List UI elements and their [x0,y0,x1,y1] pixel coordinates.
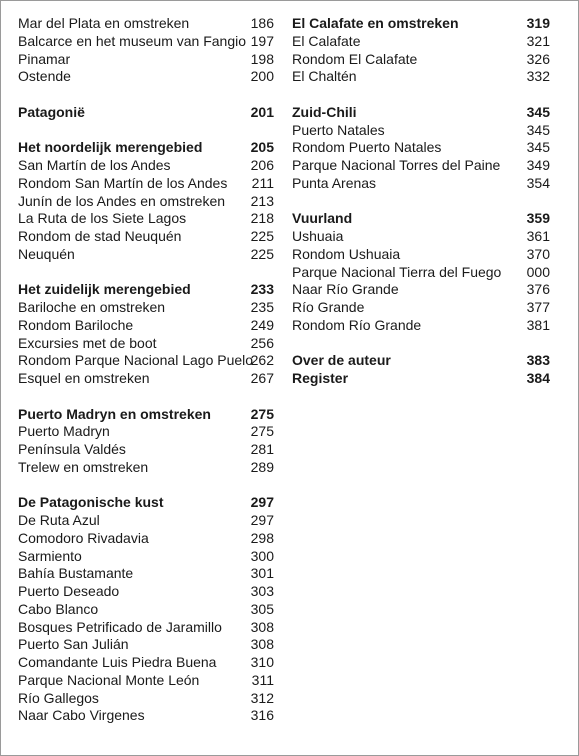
page-number: 297 [250,512,274,528]
toc-heading-title: Register [292,370,349,386]
toc-entry [292,281,550,299]
toc-entry [292,175,550,193]
toc-entry-title: Rondom Río Grande [292,316,422,333]
toc-entry-title: Ostende [18,68,71,85]
page-number: 384 [526,370,550,386]
toc-entry-title: Rondom Parque Nacional Lago Puelo [18,352,254,369]
toc-entry [18,459,274,477]
toc-entry [292,68,550,86]
toc-entry [292,122,550,140]
page-number: 281 [250,441,274,457]
page-number: 225 [250,245,274,262]
toc-entry [18,193,274,211]
page-number: 200 [250,68,274,85]
toc-entry-title: Junín de los Andes en omstreken [18,192,226,209]
page-number: 206 [250,157,274,173]
toc-entry [18,654,274,672]
toc-entry [18,299,274,317]
toc-entry [292,33,550,51]
page-number: 256 [250,334,274,351]
section-spacer [18,388,274,406]
toc-entry-title: Bahía Bustamante [18,565,134,582]
toc-heading [18,406,274,424]
toc-entry-title: Excursies met de boot [18,334,157,351]
toc-entry [18,335,274,353]
section-spacer [18,86,274,104]
toc-entry [18,441,274,459]
page-number: 275 [250,405,274,422]
toc-entry-title: Comandante Luis Piedra Buena [18,654,217,670]
toc-entry-title: Bariloche en omstreken [18,299,166,315]
toc-entry [292,246,550,264]
page-number: 275 [250,423,274,440]
toc-entry-title: Península Valdés [18,441,126,457]
toc-entry-title: Puerto San Julián [18,636,129,653]
toc-entry-title: Cabo Blanco [18,600,99,617]
toc-column-right [292,15,550,388]
page-number: 381 [526,316,550,333]
toc-entry [18,583,274,601]
page-number: 233 [250,281,274,298]
page-number: 345 [526,139,550,156]
toc-heading-title: Zuid-Chili [292,103,357,120]
toc-entry-title: Esquel en omstreken [18,370,150,386]
toc-entry [18,512,274,530]
toc-entry [18,690,274,708]
toc-entry [18,370,274,388]
toc-entry [18,157,274,175]
toc-entry-title: De Ruta Azul [18,512,100,528]
page-number: 267 [250,370,274,386]
page-number: 289 [250,458,274,475]
toc-entry [18,246,274,264]
toc-entry-title: Río Grande [292,299,365,315]
toc-entry-title: Rondom Puerto Natales [292,139,442,156]
toc-heading-title: Het noordelijk merengebied [18,139,203,156]
page-number: 205 [250,139,274,156]
page-number: 361 [526,228,550,244]
toc-heading [18,104,274,122]
toc-entry [292,299,550,317]
toc-entry-title: Sarmiento [18,547,82,564]
page-number: 377 [526,299,550,315]
toc-entry [18,175,274,193]
toc-entry [18,317,274,335]
toc-entry [18,210,274,228]
section-spacer [292,86,550,104]
toc-entry-title: Rondom Bariloche [18,316,134,333]
page-number: 383 [526,352,550,369]
toc-entry [292,264,550,282]
toc-heading-title: Puerto Madryn en omstreken [18,405,211,422]
toc-column-left [18,15,274,725]
toc-entry [18,619,274,637]
toc-entry [18,601,274,619]
page-number: 308 [250,618,274,635]
toc-entry-title: Puerto Madryn [18,423,110,440]
toc-heading [18,281,274,299]
page-number: 197 [250,32,274,49]
page-number: 201 [250,103,274,120]
toc-entry-title: Ushuaia [292,228,344,244]
page-number: 000 [526,263,550,280]
toc-entry-title: Punta Arenas [292,174,377,191]
page-number: 301 [250,565,274,582]
page-number: 225 [250,228,274,244]
page-number: 308 [250,636,274,653]
toc-entry-title: Neuquén [18,245,75,262]
page-number: 211 [251,174,274,191]
page-number: 311 [251,671,274,688]
toc-entry [18,707,274,725]
toc-heading [292,352,550,370]
toc-entry [18,423,274,441]
toc-entry [292,228,550,246]
toc-heading-title: Het zuidelijk merengebied [18,281,191,298]
toc-entry-title: Puerto Natales [292,121,385,138]
toc-entry [18,51,274,69]
toc-entry-title: Parque Nacional Monte León [18,671,200,688]
page-number: 235 [250,299,274,315]
page-number: 312 [250,689,274,706]
page-number: 262 [250,352,274,369]
page-number: 213 [250,192,274,209]
toc-entry [18,68,274,86]
page-number: 359 [526,210,550,227]
toc-entry [18,15,274,33]
section-spacer [18,264,274,282]
page-number: 300 [250,547,274,564]
toc-entry-title: Rondom Ushuaia [292,245,401,262]
toc-entry [18,228,274,246]
toc-entry-title: Rondom San Martín de los Andes [18,174,228,191]
page-number: 218 [250,210,274,227]
page-number: 319 [526,15,550,31]
toc-heading [292,15,550,33]
toc-entry [18,565,274,583]
toc-entry [18,672,274,690]
toc-entry-title: Comodoro Rivadavia [18,529,149,546]
section-spacer [18,122,274,140]
toc-entry-title: El Chaltén [292,68,357,85]
toc-entry-title: Rondom de stad Neuquén [18,228,182,244]
toc-entry-title: Trelew en omstreken [18,458,149,475]
toc-heading [292,104,550,122]
toc-heading [18,139,274,157]
page-number: 370 [526,245,550,262]
toc-heading-title: Over de auteur [292,352,391,369]
toc-entry-title: Balcarce en het museum van Fangio [18,32,247,49]
toc-entry [292,139,550,157]
toc-entry-title: La Ruta de los Siete Lagos [18,210,187,227]
page-number: 305 [250,600,274,617]
toc-entry-title: Naar Río Grande [292,281,399,298]
toc-entry-title: San Martín de los Andes [18,157,171,173]
page-number: 354 [526,174,550,191]
toc-entry-title: Parque Nacional Torres del Paine [292,157,501,173]
toc-entry [18,548,274,566]
toc-heading [292,370,550,388]
page-number: 345 [526,103,550,120]
toc-entry-title: Mar del Plata en omstreken [18,15,190,31]
page-number: 332 [526,68,550,85]
page-number: 297 [250,494,274,511]
page-number: 303 [250,583,274,599]
page-number: 198 [250,50,274,67]
page-number: 310 [250,654,274,670]
toc-heading [292,210,550,228]
section-spacer [292,335,550,353]
toc-entry-title: Pinamar [18,50,71,67]
toc-heading [18,494,274,512]
toc-entry [18,530,274,548]
page-number: 298 [250,529,274,546]
page-number: 326 [526,50,550,67]
section-spacer [292,193,550,211]
toc-entry-title: El Calafate [292,32,361,49]
page-number: 186 [250,15,274,31]
toc-entry-title: Parque Nacional Tierra del Fuego [292,263,502,280]
page-number: 249 [250,316,274,333]
toc-entry [292,51,550,69]
toc-heading-title: Vuurland [292,210,353,227]
page-number: 376 [526,281,550,298]
page-number: 321 [526,32,550,49]
toc-entry-title: Río Gallegos [18,689,99,706]
toc-entry-title: Naar Cabo Virgenes [18,707,145,724]
toc-entry-title: Bosques Petrificado de Jaramillo [18,618,222,635]
section-spacer [18,477,274,495]
toc-entry [18,636,274,654]
toc-heading-title: Patagonië [18,103,85,120]
toc-entry [292,317,550,335]
toc-heading-title: De Patagonische kust [18,494,164,511]
toc-heading-title: El Calafate en omstreken [292,15,459,31]
toc-entry [292,157,550,175]
toc-entry-title: Puerto Deseado [18,583,120,599]
toc-entry [18,33,274,51]
toc-entry-title: Rondom El Calafate [292,50,418,67]
page-number: 345 [526,121,550,138]
toc-entry [18,352,274,370]
page-number: 349 [526,157,550,173]
page-number: 316 [250,707,274,724]
